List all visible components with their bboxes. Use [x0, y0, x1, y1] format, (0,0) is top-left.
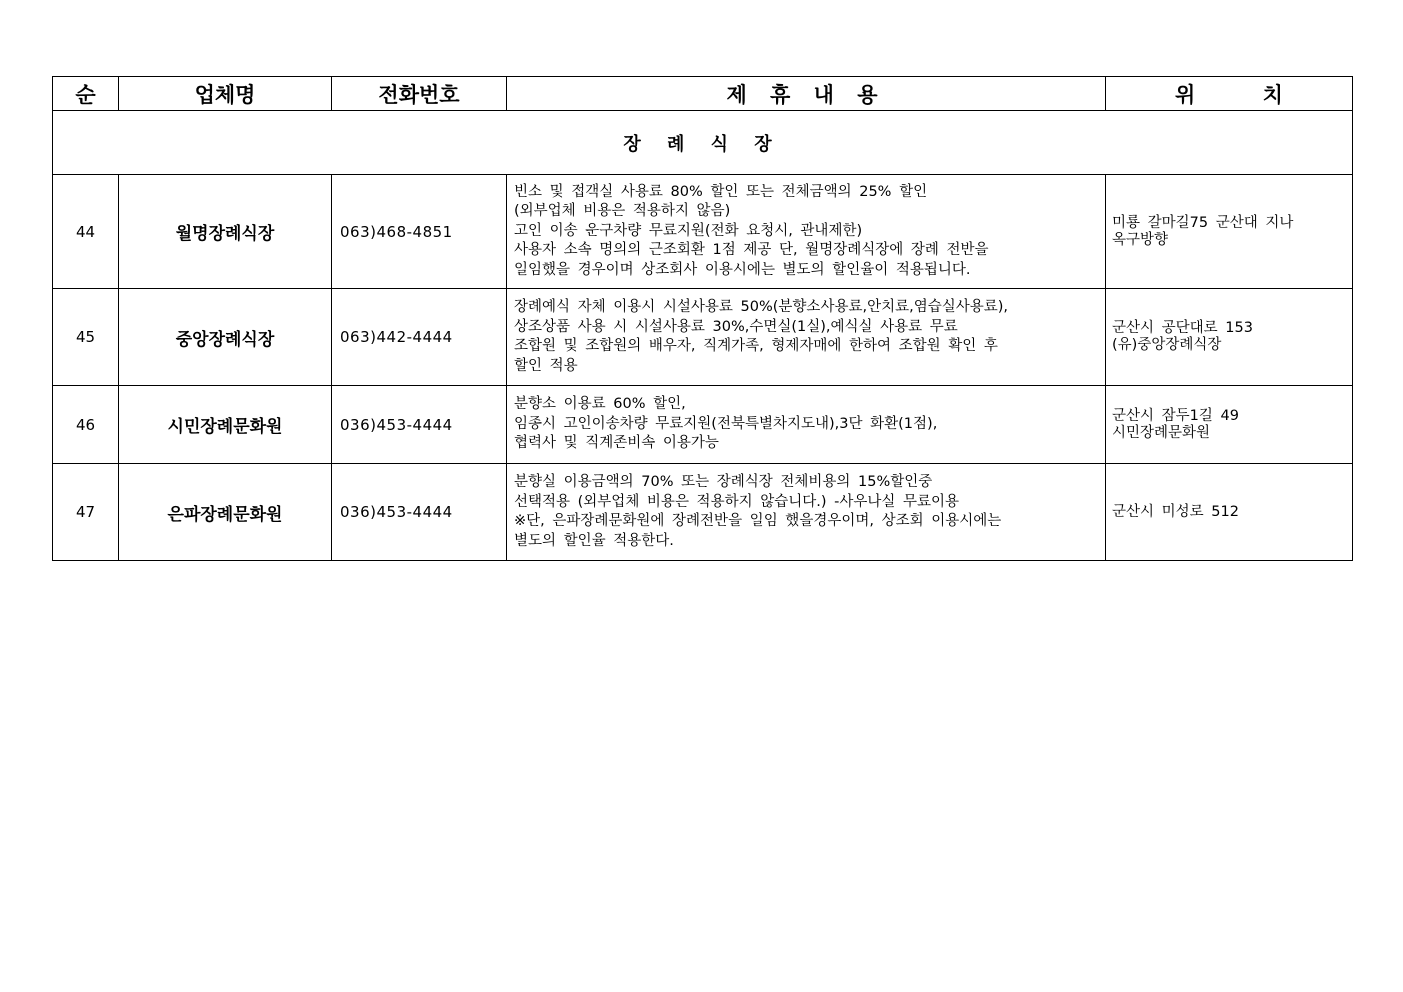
benefit-content	[507, 464, 1106, 561]
section-title: 장 례 식 장	[53, 111, 1353, 175]
header-phone: 전화번호	[332, 77, 507, 111]
benefit-content	[507, 289, 1106, 386]
content-line: 고인 이송 운구차량 무료지원(전화 요청시, 관내제한)	[514, 222, 863, 239]
benefit-content	[507, 386, 1106, 464]
location	[1106, 386, 1353, 464]
row-number: 46	[53, 386, 119, 464]
row-number: 44	[53, 175, 119, 289]
phone-number: 036)453-4444	[332, 386, 507, 464]
phone-number: 063)442-4444	[332, 289, 507, 386]
content-line: 임종시 고인이송차량 무료지원(전북특별차지도내),3단 화환(1점),	[514, 415, 938, 432]
location-line: 미룡 갈마길75 군산대 지나	[1112, 214, 1294, 231]
location-line: 군산시 잠두1길 49	[1112, 407, 1239, 424]
table-row	[53, 386, 1353, 464]
business-name: 중앙장례식장	[119, 289, 332, 386]
content-line: 상조상품 사용 시 시설사용료 30%,수면실(1실),예식실 사용료 무료	[514, 318, 958, 335]
location	[1106, 464, 1353, 561]
location	[1106, 175, 1353, 289]
content-line: 별도의 할인율 적용한다.	[514, 532, 674, 549]
benefit-content	[507, 175, 1106, 289]
header-no: 순	[53, 77, 119, 111]
header-name: 업체명	[119, 77, 332, 111]
content-line: 빈소 및 접객실 사용료 80% 할인 또는 전체금액의 25% 할인	[514, 183, 928, 200]
content-line: 할인 적용	[514, 357, 578, 374]
content-line: 사용자 소속 명의의 근조회환 1점 제공 단, 월명장례식장에 장례 전반을	[514, 242, 989, 259]
location-line: 시민장례문화원	[1112, 424, 1211, 441]
content-line: (외부업체 비용은 적용하지 않음)	[514, 203, 731, 220]
partner-table	[52, 76, 1353, 561]
location	[1106, 289, 1353, 386]
business-name: 월명장례식장	[119, 175, 332, 289]
location-line: 군산시 미성로 512	[1112, 503, 1239, 520]
row-number: 45	[53, 289, 119, 386]
content-line: 선택적용 (외부업체 비용은 적용하지 않습니다.) -사우나실 무료이용	[514, 493, 959, 510]
location-line: 군산시 공단대로 153	[1112, 320, 1253, 336]
content-line: 조합원 및 조합원의 배우자, 직계가족, 형제자매에 한하여 조합원 확인 후	[514, 338, 998, 354]
header-row	[53, 77, 1353, 111]
location-line: (유)중앙장례식장	[1112, 337, 1222, 353]
location-line: 옥구방향	[1112, 231, 1169, 248]
row-number: 47	[53, 464, 119, 561]
content-line: 일임했을 경우이며 상조회사 이용시에는 별도의 할인율이 적용됩니다.	[514, 261, 971, 278]
phone-number: 063)468-4851	[332, 175, 507, 289]
content-line: ※단, 은파장례문화원에 장례전반을 일임 했을경우이며, 상조회 이용시에는	[514, 513, 1002, 529]
content-line: 장례예식 자체 이용시 시설사용료 50%(분향소사용료,안치료,염습실사용료),	[514, 299, 1009, 315]
header-content: 제 휴 내 용	[507, 77, 1106, 111]
section-row	[53, 111, 1353, 175]
content-line: 분향소 이용료 60% 할인,	[514, 396, 686, 413]
table-row	[53, 175, 1353, 289]
table-row	[53, 289, 1353, 386]
content-line: 협력사 및 직계존비속 이용가능	[514, 435, 719, 452]
business-name: 은파장례문화원	[119, 464, 332, 561]
business-name: 시민장례문화원	[119, 386, 332, 464]
content-line: 분향실 이용금액의 70% 또는 장례식장 전체비용의 15%할인중	[514, 474, 933, 490]
header-location: 위 치	[1106, 77, 1353, 111]
phone-number: 036)453-4444	[332, 464, 507, 561]
table-row	[53, 464, 1353, 561]
